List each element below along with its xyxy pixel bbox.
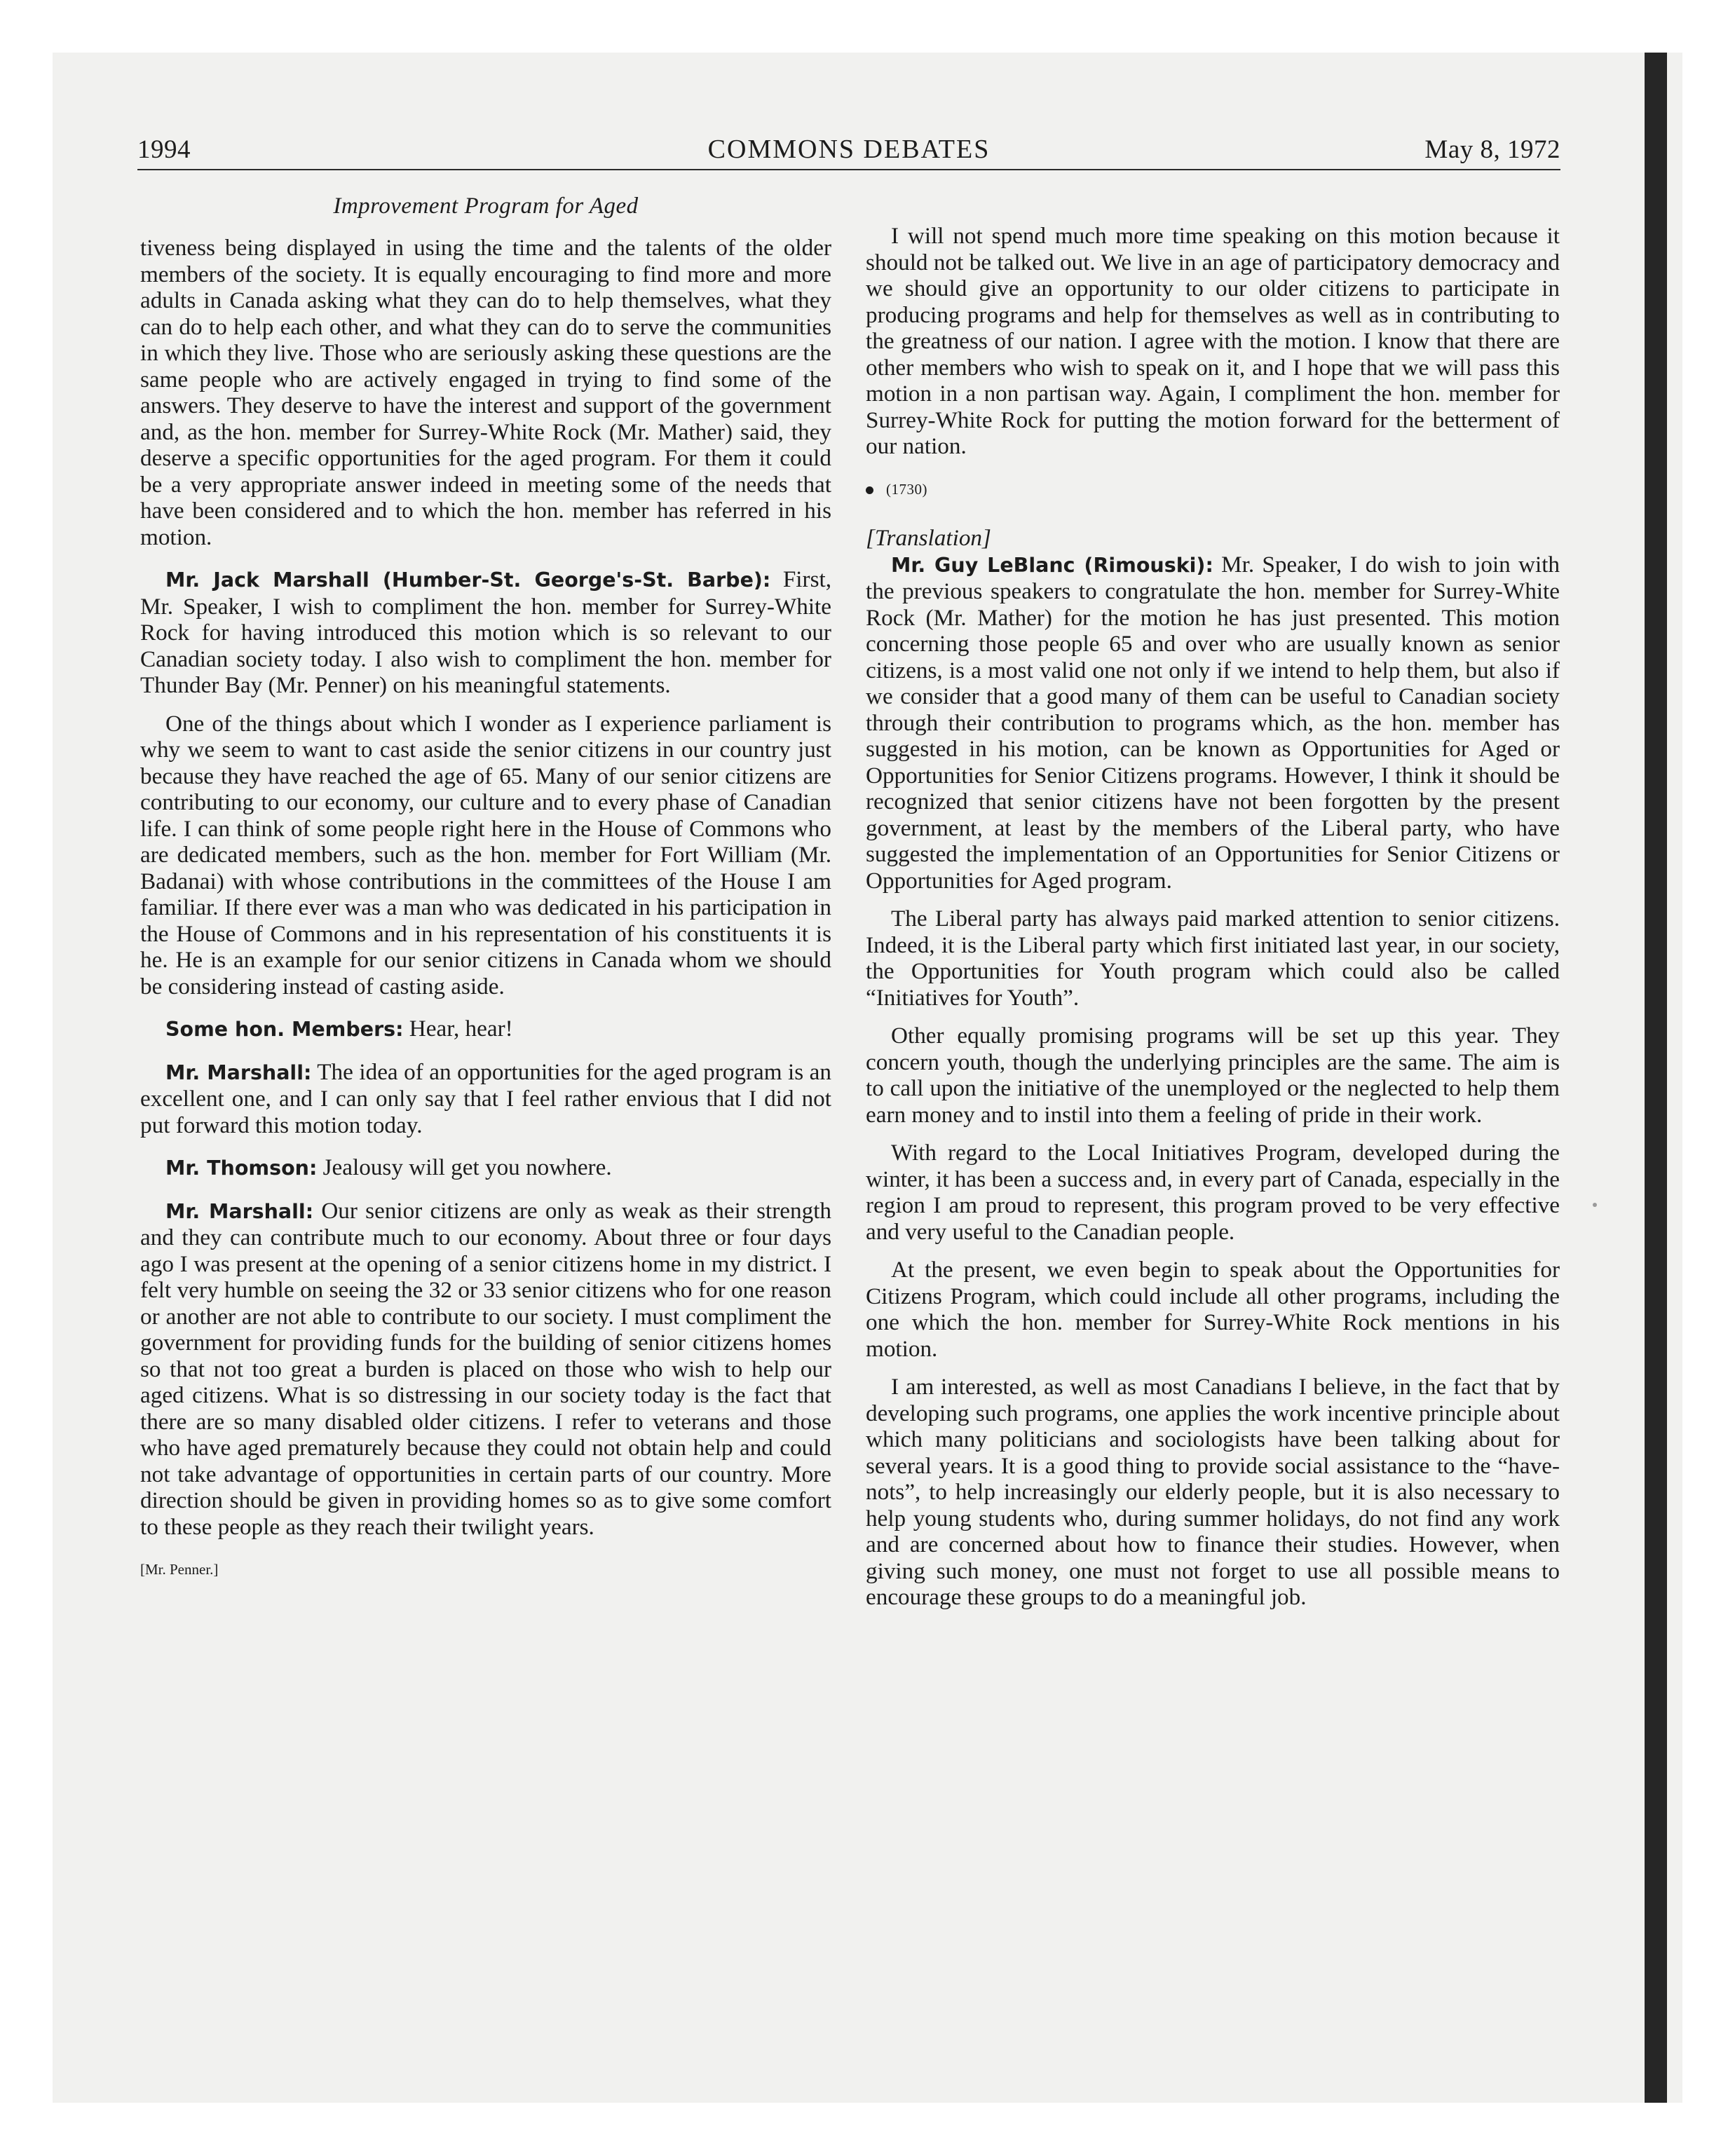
paragraph: The Liberal party has always paid marked attention to senior citizens. Indeed, it is the Liberal party which first initiated last year, in our society, the Opportunities for Youth program which could also be called “Initiatives for Youth”. xyxy=(866,906,1560,1011)
left-column xyxy=(140,235,831,1583)
speaker-name: Some hon. Members: xyxy=(165,1018,404,1041)
speaker-name: Mr. Marshall: xyxy=(165,1199,314,1223)
paragraph: tiveness being displayed in using the time and the talents of the older members of the society. It is equally encouraging to find more and more adults in Canada asking what they can do to help themselves, what they can do to help each other, and what they can do to serve the communities in which they live. Those who are seriously asking these questions are the same people who are actively engaged in trying to find some of the answers. They deserve to have the interest and support of the government and, as the hon. member for Surrey-White Rock (Mr. Mather) said, they deserve a specific opportunities for the aged program. For them it could be a very appropriate answer indeed in meeting some of the needs that have been considered and to which the hon. member has referred in his motion. xyxy=(140,235,831,550)
scan-edge-shadow xyxy=(1645,53,1667,2103)
publication-title: COMMONS DEBATES xyxy=(707,135,991,164)
speech-text: Our senior citizens are only as weak as their strength and they can contribute much to our economy. About three or four days ago I was present at the opening of a senior citizens home in my district. I felt very humble on seeing the 32 or 33 senior citizens who for one reason or another are not able to contribute to our society. I must compliment the government for providing funds for the building of senior citizens homes so that not too great a burden is placed on those who wish to help our aged citizens. What is so distressing in our society today is the fact that there are so many disabled older citizens. I refer to veterans and those who have aged prematurely because they could not obtain help and could not take advantage of opportunities in certain parts of our country. More direction should be given in providing homes so as to give some comfort to these people as they reach their twilight years. xyxy=(140,1197,832,1540)
paragraph: Other equally promising programs will be set up this year. They concern youth, though the underlying principles are the same. The aim is to call upon the initiative of the unemployed or the neglected to help them earn money and to instil into them a feeling of pride in their work. xyxy=(866,1023,1560,1128)
paragraph: At the present, we even begin to speak about the Opportunities for Citizens Program, which could include all other programs, including the one which the hon. member for Surrey-White Rock mentions in his motion. xyxy=(866,1257,1560,1362)
time-stamp xyxy=(866,477,1560,503)
bullet-icon xyxy=(866,486,873,494)
time-stamp-text: (1730) xyxy=(886,480,927,498)
speech-paragraph xyxy=(140,1198,831,1541)
speaker-name: Mr. Guy LeBlanc (Rimouski): xyxy=(891,553,1213,577)
right-column xyxy=(866,223,1560,1611)
speaker-name: Mr. Thomson: xyxy=(165,1157,318,1180)
speaker-name: Mr. Jack Marshall (Humber-St. George's-St. Barbe): xyxy=(165,568,771,592)
speech-paragraph xyxy=(140,566,831,699)
page-number: 1994 xyxy=(137,135,191,164)
paragraph: One of the things about which I wonder as I experience parliament is why we seem to want to cast aside the senior citizens in our country just because they have reached the age of 65. Many of our senior citizens are contributing to our economy, our culture and to every phase of Canadian life. I can think of some people right here in the House of Commons who are dedicated members, such as the hon. member for Fort William (Mr. Badanai) with whose contributions in the committees of the House I am familiar. If there ever was a man who was dedicated in his participation in the House of Commons and in his representation of his constituents it is he. He is an example for our senior citizens in Canada whom we should be considering instead of casting aside. xyxy=(140,710,831,999)
speech-text: Hear, hear! xyxy=(409,1016,513,1042)
speech-paragraph xyxy=(140,1154,831,1182)
issue-date: May 8, 1972 xyxy=(1424,135,1560,164)
page-header xyxy=(137,130,1560,170)
speech-text: Mr. Speaker, I do wish to join with the previous speakers to congratulate the hon. member for Surrey-White Rock (Mr. Mather) for the motion he has just presented. This motion concerning those people 65 and over who are usually known as senior citizens, is a most valid one not only if we intend to help them, but also if we consider that a good many of them can be useful to Canadian society through their contribution to programs which, as the hon. member has suggested in his motion, can be known as Opportunities for Aged or Opportunities for Senior Citizens programs. However, I think it should be recognized that senior citizens have not been forgotten by the present government, at least by the members of the Liberal party, who have suggested the implementation of an Opportunities for Senior Citizens or Opportunities for Aged program. xyxy=(866,551,1560,894)
speaker-attribution: [Mr. Penner.] xyxy=(140,1561,219,1578)
section-subheading: Improvement Program for Aged xyxy=(333,193,639,219)
speech-paragraph xyxy=(140,1016,831,1043)
speech-paragraph xyxy=(140,1059,831,1139)
paragraph: With regard to the Local Initiatives Program, developed during the winter, it has been a success and, in every part of Canada, especially in the region I am proud to represent, this program proved to be very effective and very useful to the Canadian people. xyxy=(866,1140,1560,1245)
translation-label: [Translation] xyxy=(866,525,991,551)
speaker-name: Mr. Marshall: xyxy=(165,1060,312,1084)
speech-text: The idea of an opportunities for the aged program is an excellent one, and I can only say that I feel rather envious that I did not put forward this motion today. xyxy=(140,1058,832,1138)
paragraph: I will not spend much more time speaking on this motion because it should not be talked out. We live in an age of participatory democracy and we should give an opportunity to our older citizens to participate in producing programs and help for themselves as well as in contributing to the greatness of our nation. I agree with the motion. I know that there are other members who wish to speak on it, and I hope that we will pass this motion in a non partisan way. Again, I compliment the hon. member for Surrey-White Rock for putting the motion forward for the betterment of our nation. xyxy=(866,223,1560,459)
paragraph: I am interested, as well as most Canadians I believe, in the fact that by developing such programs, one applies the work incentive principle about which many politicians and sociologists have been talking about for several years. It is a good thing to provide social assistance to the “have-nots”, to help increasingly our elderly people, but it is also necessary to help young students who, during summer holidays, do not find any work and are concerned about how to finance their studies. However, when giving such money, one must not forget to use all possible means to encourage these groups to do a meaningful job. xyxy=(866,1374,1560,1610)
speech-text: First, Mr. Speaker, I wish to compliment the hon. member for Surrey-White Rock for having introduced this motion which is so relevant to our Canadian society today. I also wish to compliment the hon. member for Thunder Bay (Mr. Penner) on his meaningful statements. xyxy=(140,566,832,698)
margin-speck xyxy=(1593,1203,1597,1207)
speech-paragraph xyxy=(866,552,1560,894)
speech-text: Jealousy will get you nowhere. xyxy=(322,1154,612,1180)
